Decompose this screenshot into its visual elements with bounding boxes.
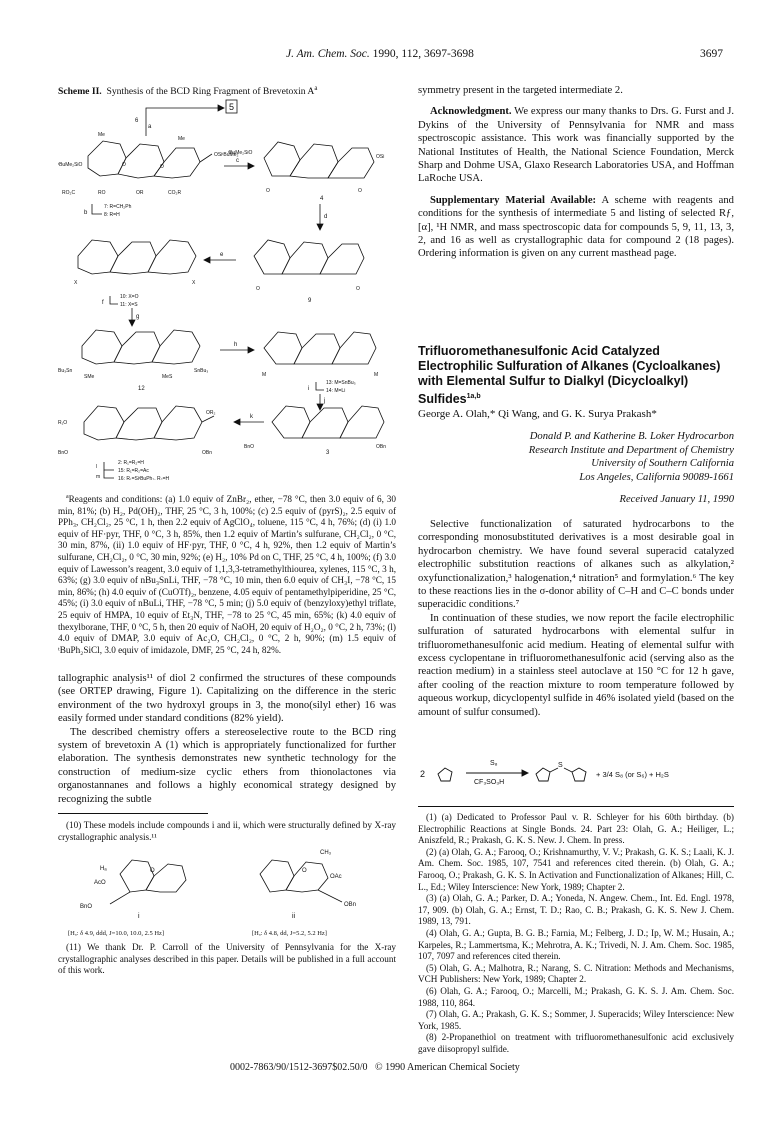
article-title: Trifluoromethanesulfonic Acid Catalyzed Electrophilic Sulfuration of Alkanes (Cycloalkanes) with Elemental Sulfur to Dialkyl (Dicycloalkyl) Sulfides$^{1a,b}$ <box>418 344 721 407</box>
right-column-top <box>418 84 734 261</box>
svg-text:X: X <box>192 280 196 286</box>
svg-text:OBn: OBn <box>202 450 213 456</box>
paragraph-symmetry: symmetry present in the targeted intermediate 2. <box>418 85 623 96</box>
ref-7: (7) Olah, G. A.; Prakash, G. K. S.; Sommer, J. Superacids; Wiley Interscience: New York, 1985. <box>418 1009 734 1031</box>
svg-text:AcO: AcO <box>94 880 106 886</box>
cyclopentane-icon <box>438 768 452 781</box>
label-5: 5 <box>229 102 235 112</box>
svg-text:OR₂: OR₂ <box>206 410 216 416</box>
footer-code: 0002-7863/90/1512-3697$02.50/0 <box>230 1062 368 1073</box>
footnote-rule <box>58 813 208 814</box>
molecule-3 <box>244 406 386 450</box>
svg-text:OBn: OBn <box>344 902 357 908</box>
svg-text:OR: OR <box>136 190 144 196</box>
svg-text:l: l <box>96 464 98 470</box>
cyclopentyl-right-icon <box>572 768 586 781</box>
received-date: Received January 11, 1990 <box>619 494 734 505</box>
svg-text:BnO: BnO <box>58 450 69 456</box>
svg-text:SnBu₃: SnBu₃ <box>194 368 209 374</box>
svg-text:O: O <box>122 162 126 168</box>
label-6: 6 <box>135 118 139 124</box>
svg-text:k: k <box>250 414 253 420</box>
journal-name: J. Am. Chem. Soc. <box>286 48 370 60</box>
svg-text:OSiᵗBuMe₂: OSiᵗBuMe₂ <box>214 152 239 158</box>
label-11: 11: X=S <box>120 302 138 308</box>
svg-text:m: m <box>96 474 101 480</box>
journal-volume: 1990, 112, 3697-3698 <box>372 48 474 60</box>
svg-text:MeS: MeS <box>162 374 173 380</box>
molecule-2-15-16 <box>58 406 216 456</box>
authors: George A. Olah,* Qi Wang, and G. K. Surya Prakash* <box>418 408 657 420</box>
ref-6: (6) Olah, G. A.; Farooq, O.; Marcelli, M.; Prakash, G. K. S. J. Am. Chem. Soc. 1988, 110, 864. <box>418 985 734 1008</box>
svg-text:g: g <box>136 314 140 320</box>
svg-text:O: O <box>302 868 307 874</box>
svg-text:i: i <box>308 386 310 392</box>
label-13: 13: M=SnBu₃ <box>326 380 356 386</box>
note-10: (10) These models include compounds i and ii, which were structurally defined by X-ray crystallographic analysis.¹¹ <box>58 820 396 842</box>
svg-text:O: O <box>160 164 164 170</box>
article-body <box>418 518 734 719</box>
scheme-diagram <box>58 96 396 480</box>
svg-text:OSi: OSi <box>376 154 385 160</box>
affiliation: Donald P. and Katherine B. Loker Hydrocarbon Research Institute and Department of Chemistry University of Southern California Los Angeles, California 90089-1661 <box>528 431 734 483</box>
molecule-10-11 <box>74 240 196 286</box>
ref-8: (8) 2-Propanethiol on treatment with trifluoromethanesulfonic acid exclusively gave diisopropyl sulfide. <box>418 1032 734 1054</box>
paragraph-tallographic: tallographic analysis¹¹ of diol 2 confirmed the structures of these compounds (see ORTEP drawing, Figure 1). Capitalizing on the difference in the steric environment of the two hydroxyl groups in 3, the mono(silyl ether) 16 was easily formed under standard conditions (82% yield). <box>58 673 396 725</box>
scheme-footnote: $^a$Reagents and conditions: (a) 1.0 equiv of ZnBr₂, ether, −78 °C, then 3.0 equiv of 6, 30 min, 81%; (b) H₂, Pd(OH)₂, THF, 25 °C, 3 h, 100%; (c) 2.5 equiv of (pyrS)₂, 2.5 equiv of PPh₃, CH₂Cl₂, 25 °C, 1 h, then 2.2 equiv of AgClO₄, toluene, 115 °C, 4 h, 76%; (d) (i) 1.0 equiv of HF·pyr, THF, 0 °C, 3 h, 85%, then 1.2 equiv of Martin’s sulfurane, CH₂Cl₂, 0 °C, 30 min, 87%, (ii) 1.0 equiv of HF·pyr, THF, 0 °C, 4 h, 92%, then 1.2 equiv of Martin’s sulfurane, CH₂Cl₂, 0 °C, 30 min, 92%; (e) H₂, 10% Pd on C, THF, 25 °C, 4 h, 100%; (f) 3.0 equiv of Lawesson’s reagent, 3.0 equiv of 1,1,3,3-tetramethylthiourea, xylenes, 115 °C, 3 h, 63%; (g) 3.0 equiv of nBu₃SnLi, THF, −78 °C, 10 min, then 6.0 equiv of CH₃I, −78 °C, 15 min, 86%; (h) 4.0 equiv of (CuOTf)₂, benzene, 4.05 equiv of pentamethylpiperidine, 25 °C, 45%; (i) 3.0 equiv of nBuLi, THF, −78 °C, 5 min; (j) 5.0 equiv of (benzyloxy)ethyl triflate, 25 equiv of HMPA, 10 equiv of Et₃N, THF, −78 to 25 °C, 45 min, 65%; (k) 4.0 equiv of thexylborane, THF, 0 °C, 5 h, then 20 equiv of NaOH, 20 equiv of H₂O₂, 0 °C, 2 h, 73%; (l) 4.0 equiv of DMAP, 3.0 equiv of Ac₂O, CH₂Cl₂, 0 °C, 2 h, 90%; (m) 1.5 equiv of ᵗBuPh₂SiCl, 3.0 equiv of imidazole, DMF, 25 °C, 24 h, 82%. <box>58 494 396 655</box>
svg-text:CO₂R: CO₂R <box>168 190 182 196</box>
cyclopentyl-left-icon <box>536 768 550 781</box>
label-14: 14: M=Li <box>326 388 346 394</box>
molecule-9 <box>254 240 364 292</box>
svg-text:RO: RO <box>98 190 106 196</box>
eq-coefficient: 2 <box>420 769 426 779</box>
label-15: 15: R₁=R₂=Ac <box>118 468 149 474</box>
svg-text:O: O <box>358 188 362 194</box>
ref-2: (2) (a) Olah, G. A.; Farooq, O.; Krishnamurthy, V. V.; Prakash, G. K. S.; Laali, K. J. Am. Chem. Soc. 1985, 107, 7541 and references cited therein. (b) Olah, G. A.; Farooq, O.; Prakash, G. K. S. In Activation and Functionalization of Alkanes; Hill, C. L., Ed.; Wiley Interscience: New York, 1989; Chapter 2. <box>418 846 734 892</box>
svg-text:f: f <box>102 300 104 306</box>
svg-text:Me: Me <box>98 132 105 138</box>
scheme-title: Scheme II. Synthesis of the BCD Ring Fragment of Brevetoxin $A^a$ <box>58 84 318 98</box>
svg-text:CH₃: CH₃ <box>320 850 332 856</box>
footer-copyright: © 1990 American Chemical Society <box>375 1062 520 1073</box>
svg-text:e: e <box>220 252 224 258</box>
molecule-12 <box>58 330 208 380</box>
reaction-equation <box>418 752 734 798</box>
svg-text:c: c <box>236 158 239 164</box>
svg-text:M: M <box>262 372 267 378</box>
svg-text:ᵗBuMe₂SiO: ᵗBuMe₂SiO <box>58 162 83 168</box>
step-a: a <box>148 124 152 130</box>
svg-text:O: O <box>256 286 260 292</box>
molecule-4 <box>228 142 384 194</box>
eq-reagent-tfsa: CF₃SO₃H <box>474 779 505 786</box>
svg-text:d: d <box>324 214 328 220</box>
svg-text:X: X <box>74 280 78 286</box>
svg-text:O: O <box>356 286 360 292</box>
svg-text:M: M <box>374 372 379 378</box>
note-11: (11) We thank Dr. P. Carroll of the University of Pennsylvania for the X-ray crystallographic analyses described in this paper. Details will be published in a full account of this work. <box>58 942 396 976</box>
page-number: 3697 <box>700 48 723 60</box>
arrow-to-5 <box>146 108 218 120</box>
model-ii-caption: [Hₐ: δ 4.8, dd, J=5.2, 5.2 Hz] <box>252 930 327 937</box>
paragraph-conclusion: The described chemistry offers a stereoselective route to the BCD ring system of brevetoxin A (1) which is appropriately functionalized for further elaboration. The synthesis demonstrates new synthetic technology for the construction of medium-size cyclic ethers from thionolactones via organostannanes and follows a highly economical strategy designed by recognizing the subtle <box>58 726 396 805</box>
molecule-7-8 <box>58 132 238 196</box>
eq-sulfur: S <box>558 762 563 769</box>
paragraph-intro: Selective functionalization of saturated hydrocarbons to the corresponding monosubstituted derivatives is a most desirable goal in hydrocarbon chemistry. We have found several superacid catalyzed electrophilic substitution reactions of alkanes such as alkylation,² oxyfunctionalization,³ halogenation,⁴ nitration⁵ and formylation.⁶ The key to these reactions lies in the σ-donor ability of C–H and C–C bonds under superacidic conditions.⁷ <box>418 519 734 611</box>
model-i-caption: [Hₐ: δ 4.9, ddd, J=10.0, 10.0, 2.5 Hz] <box>68 930 165 937</box>
model-ii <box>260 850 356 920</box>
acknowledgment: Acknowledgment. We express our many thanks to Drs. G. Furst and J. Dykins of the University of Pennsylvania for NMR and mass spectroscopic assistance. This work was financially supported by the National Institutes of Health, the National Science Foundation, Merck Sharp and Dohme USA, Glaxo Research Laboratories USA, and Hoffman LaRoche USA. <box>418 106 734 185</box>
paragraph-results: In continuation of these studies, we now report the facile electrophilic sulfuration of saturated hydrocarbons with elemental sulfur in trifluoromethanesulfonic acid medium. Heating of elemental sulfur with excess cyclopentane in trifluoromethanesulfonic acid (serving also as the reaction medium) in a stainless steel autoclave at 150 °C for 12 h gave, after cooling of the reaction mixture to room temperature followed by aqueous workup, dicyclopentyl sulfide in 46% isolated yield (based on the amount of sulfur consumed). <box>418 612 734 718</box>
eq-reagent-s8: S₈ <box>490 760 498 767</box>
svg-text:OBn: OBn <box>376 444 387 450</box>
svg-text:R₁O: R₁O <box>58 420 68 426</box>
svg-text:Me: Me <box>178 136 185 142</box>
label-3: 3 <box>326 450 330 456</box>
label-7: 7: R=CH₂Ph <box>104 204 132 210</box>
svg-text:O: O <box>150 868 155 874</box>
svg-text:OAc: OAc <box>330 874 342 880</box>
model-i <box>80 860 186 920</box>
scheme-title-text: Synthesis of the BCD Ring Fragment of Brevetoxin A <box>104 86 315 98</box>
svg-text:Bu₃Sn: Bu₃Sn <box>58 368 73 374</box>
svg-text:h: h <box>234 342 238 348</box>
molecule-13-14 <box>262 332 378 378</box>
ref-4: (4) Olah, G. A.; Gupta, B. G. B.; Farnia, M.; Felberg, J. D.; Ip, W. M.; Husain, A.; Karpeles, R.; Lammertsma, K.; Mehrotra, A. K.; Trivedi, N. J. Am. Chem. Soc. 1985, 107, 7097 and references cited therein. <box>418 927 734 962</box>
svg-text:O: O <box>266 188 270 194</box>
svg-text:RO₂C: RO₂C <box>62 190 76 196</box>
eq-products: + 3/4 S₈ (or S₆) + H₂S <box>596 770 669 779</box>
references-rule <box>418 806 734 807</box>
label-12: 12 <box>138 386 145 392</box>
svg-text:Hₐ: Hₐ <box>100 866 107 872</box>
svg-text:SMe: SMe <box>84 374 95 380</box>
ref-1: (1) (a) Dedicated to Professor Paul v. R. Schleyer for his 60th birthday. (b) Electrophilic Reactions at Single Bonds. 24. Part 23: Olah, G. A.; Heiliger, L.; Aniszfeld, R.; Prakash, G. K. S. New. J. Chem. In press. <box>418 812 734 846</box>
svg-text:ᵗBuMe₂SiO: ᵗBuMe₂SiO <box>228 150 253 156</box>
svg-text:b: b <box>84 210 88 216</box>
model-compounds <box>80 844 380 928</box>
supplementary-material: Supplementary Material Available: A scheme with reagents and conditions for the synthesis of intermediate 5 and listing of selected Rƒ, [α], ¹H NMR, and mass spectroscopic data for compounds 5, 9, 11, 13, 3, 2, and 16 as well as crystallographic data for compound 2 (18 pages). Ordering information is given on any current masthead page. <box>418 194 734 260</box>
svg-text:BnO: BnO <box>80 904 93 910</box>
footer <box>230 1062 520 1073</box>
label-10: 10: X=O <box>120 294 139 300</box>
reagents-conditions: Reagents and conditions: (a) 1.0 equiv of ZnBr₂, ether, −78 °C, then 3.0 equiv of 6, 30 min, 81%; (b) H₂, Pd(OH)₂, THF, 25 °C, 3 h, 100%; (c) 2.5 equiv of (pyrS)₂, 2.5 equiv of PPh₃, CH₂Cl₂, 25 °C, 1 h, then 2.2 equiv of AgClO₄, toluene, 115 °C, 4 h, 76%; (d) (i) 1.0 equiv of HF·pyr, THF, 0 °C, 3 h, 85%, then 1.2 equiv of Martin’s sulfurane, CH₂Cl₂, 0 °C, 30 min, 87%, (ii) 1.0 equiv of HF·pyr, THF, 0 °C, 4 h, 92%, then 1.2 equiv of Martin’s sulfurane, CH₂Cl₂, 0 °C, 30 min, 92%; (e) H₂, 10% Pd on C, THF, 25 °C, 4 h, 100%; (f) 3.0 equiv of Lawesson’s reagent, 3.0 equiv of 1,1,3,3-tetramethylthiourea, xylenes, 115 °C, 3 h, 63%; (g) 3.0 equiv of nBu₃SnLi, THF, −78 °C, 10 min, then 6.0 equiv of CH₃I, −78 °C, 15 min, 86%; (h) 4.0 equiv of (CuOTf)₂, benzene, 4.05 equiv of pentamethylpiperidine, 25 °C, 45%; (i) 3.0 equiv of nBuLi, THF, −78 °C, 5 min; (j) 5.0 equiv of (benzyloxy)ethyl triflate, 25 equiv of HMPA, 10 equiv of Et₃N, THF, −78 to 25 °C, 45 min, 65%; (k) 4.0 equiv of thexylborane, THF, 0 °C, 5 h, then 20 equiv of NaOH, 20 equiv of H₂O₂, 0 °C, 2 h, 73%; (l) 4.0 equiv of DMAP, 3.0 equiv of Ac₂O, CH₂Cl₂, 0 °C, 2 h, 90%; (m) 1.5 equiv of ᵗBuPh₂SiCl, 3.0 equiv of imidazole, DMF, 25 °C, 24 h, 82%. <box>58 494 396 655</box>
svg-text:ii: ii <box>292 913 296 920</box>
label-9: 9 <box>308 298 312 304</box>
ref-3: (3) (a) Olah, G. A.; Parker, D. A.; Yoneda, N. Angew. Chem., Int. Ed. Engl. 1978, 17, 909. (b) Olah, G. A.; Ernst, T. D.; Rao, C. B.; Prakash, G. K. S. New J. Chem. 1989, 13, 791. <box>418 893 734 927</box>
svg-text:j: j <box>324 398 326 404</box>
references <box>418 812 734 1055</box>
svg-text:BnO: BnO <box>244 444 255 450</box>
ref-5: (5) Olah, G. A.; Malhotra, R.; Narang, S. C. Nitration: Methods and Mechanisms, VCH Publishers: New York, 1989; Chapter 2. <box>418 962 734 985</box>
label-16: 16: R₁=SiᵗBuPh₂, R₂=H <box>118 476 170 480</box>
label-2: 2: R₁=R₂=H <box>118 460 144 466</box>
svg-text:i: i <box>138 913 140 920</box>
label-8: 8: R=H <box>104 212 120 218</box>
running-header-journal <box>286 48 474 60</box>
left-column-body <box>58 672 396 806</box>
label-4: 4 <box>320 196 324 202</box>
